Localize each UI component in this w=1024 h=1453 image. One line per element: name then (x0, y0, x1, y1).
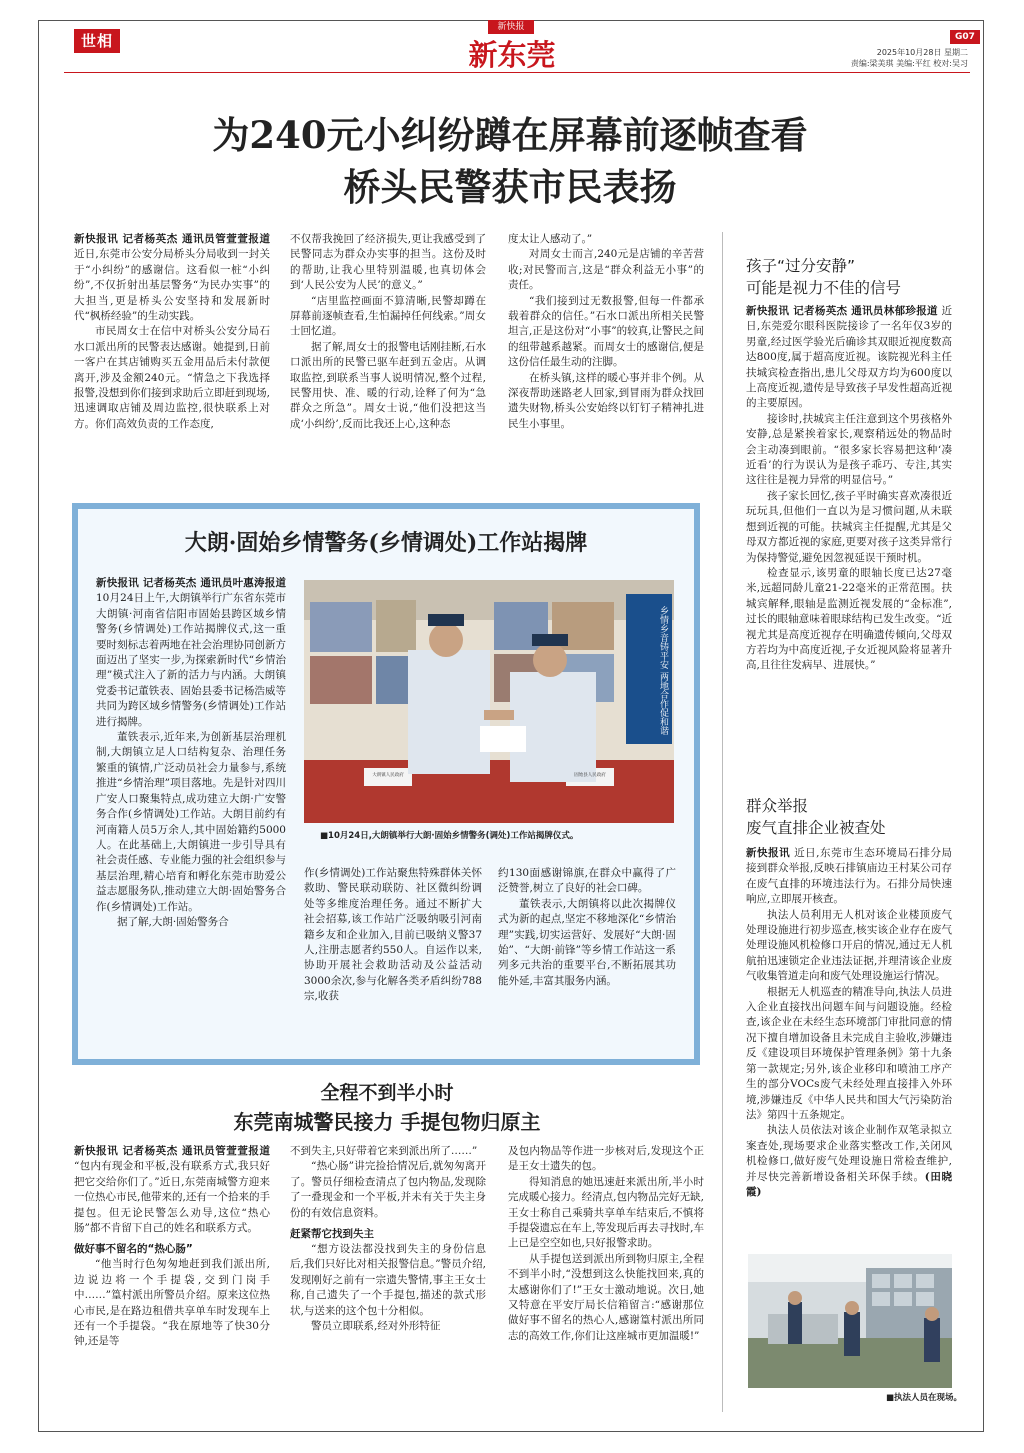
box-story-col-3 (498, 866, 676, 1036)
paragraph: 不到失主,只好带着它来到派出所了……” (290, 1145, 478, 1157)
main-story-col-1 (74, 232, 270, 482)
side-story-1-body (746, 304, 952, 708)
bottom-story-col-1 (74, 1144, 270, 1412)
box-story-col-1 (96, 576, 286, 1038)
editors-line: 责编:梁美琪 美编:平红 校对:吴习 (850, 59, 968, 68)
paragraph: 接诊时,扶城宾主任注意到这个男孩格外安静,总是紧挨着家长,观察稍远处的物品时会主动凑到眼前。“很多家长容易把这种‘凑近看’的行为误认为是孩子乖巧、专注,其实这往往是视力异常的明显信号。” (746, 412, 952, 487)
masthead-rule (64, 72, 970, 73)
side-story-2-headline-1: 群众举报 (746, 797, 809, 815)
section-title: 新东莞 (468, 38, 556, 72)
byline: (田晓霞) (746, 1170, 952, 1198)
subheading: 做好事不留名的“热心肠” (74, 1243, 193, 1256)
side-story-2-body (746, 846, 952, 1246)
paragraph: 在桥头镇,这样的暖心事并非个例。从深夜帮助迷路老人回家,到冒雨为群众找回遗失财物,桥头公安始终以钉钉子精神扎进民生小事里。 (508, 371, 704, 430)
corner-badge: 世相 (74, 29, 120, 53)
main-story-col-2 (290, 232, 486, 482)
paragraph: 10月24日上午,大朗镇举行广东省东莞市大朗镇·河南省信阳市固始县跨区域乡情警务(乡情调处)工作站揭牌仪式,这一重要时刻标志着两地在社会治理协同创新方面迈出了坚实一步,为探索新时代“乡情治理”模式注入了新的活力与内涵。大朗镇党委书记董铁表、固始县委书记杨浩威等共同为跨区域乡情警务(乡情调处)工作站进行揭牌。 (96, 592, 286, 728)
paragraph: 董铁表示,近年来,为创新基层治理机制,大朗镇立足人口结构复杂、治理任务繁重的镇情,广泛动员社会力量参与,系统推进“乡情治理”项目落地。先是针对四川广安人口聚集特点,成功建立大朗·广安警务合作(乡情调处)工作站。大朗目前约有河南籍人员5万余人,其中固始籍约5000人。在此基础上,大朗镇进一步引导具有社会责任感、专业能力强的社会组织参与基层治理,精心培育和孵化东莞市助爱公益志愿服务队,推动建立大朗·固始警务合作(乡情调处)工作站。 (96, 731, 286, 913)
side-story-2-lead: 新快报讯 (746, 847, 791, 859)
paragraph: “热心肠”讲完捡拾情况后,就匆匆离开了。警员仔细检查清点了包内物品,发现除了一叠现金和一个平板,并未有关于失主身份的有效信息资料。 (290, 1160, 486, 1219)
main-story-col-3 (508, 232, 704, 482)
paragraph: 得知消息的她迅速赶来派出所,半小时完成暖心接力。经清点,包内物品完好无缺,王女士称自己乘骑共享单车结束后,不慎将手提袋遗忘在车上,等发现后再去寻找时,车上已是空空如也,只好报警求助。 (508, 1175, 704, 1250)
inspection-photo (748, 1254, 952, 1388)
paragraph: 作(乡情调处)工作站聚焦特殊群体关怀救助、警民联动联防、社区微纠纷调处等多维度治理任务。通过不断扩大社会招募,该工作站广泛吸纳吸引河南籍乡友和企业加入,目前已吸纳义警37人,注册志愿者约550人。自运作以来,协助开展社会救助活动及公益活动3000余次,参与化解各类矛盾纠纷788宗,收获 (304, 867, 482, 1003)
paragraph: 近日,东莞市生态环境局石排分局接到群众举报,反映石排镇庙边王村某公司存在废气直排的环境违法行为。石排分局快速响应,立即展开核查。 (746, 847, 952, 906)
paragraph: “店里监控画面不算清晰,民警却蹲在屏幕前逐帧查看,生怕漏掉任何线索。”周女士回忆道。 (290, 294, 486, 338)
subheading: 赶紧帮它找到失主 (290, 1228, 374, 1241)
box-story-col-2 (304, 866, 482, 1036)
paragraph: 孩子家长回忆,孩子平时确实喜欢凑很近玩玩具,但他们一直以为是习惯问题,从未联想到近视的可能。扶城宾主任提醒,尤其是父母双方都近视的家庭,更要对孩子这类异常行为保持警觉,避免因忽视延误干预时机。 (746, 489, 952, 564)
bottom-story-col-3 (508, 1144, 704, 1412)
bottom-headline-2: 东莞南城警民接力 手提包物归原主 (233, 1110, 541, 1134)
paragraph: 警员立即联系,经对外形特征 (311, 1320, 441, 1333)
paragraph: “想方设法都没找到失主的身份信息后,我们只好比对相关报警信息。”警员介绍,发现刚好之前有一宗遗失警情,事主王女士称,自己遗失了一个手提包,描述的款式形状,与送来的这个包十分相似。 (290, 1243, 486, 1317)
column-rule (722, 232, 723, 1412)
table-sign-left: 大朗镇人民政府 (372, 773, 404, 778)
paragraph: “我们接到过无数报警,但每一件都承载着群众的信任。”石水口派出所相关民警坦言,正是这份对“小事”的较真,让警民之间的纽带越系越紧。而周女士的感谢信,便是这份信任最生动的注脚。 (508, 294, 704, 369)
bottom-story-col-2 (290, 1144, 486, 1412)
side-story-2-headline-2: 废气直排企业被查处 (746, 819, 886, 837)
paragraph: 近日,东莞市公安分局桥头分局收到一封关于“小纠纷”的感谢信。这看似一桩“小纠纷”,不仅折射出基层警务“为民办实事”的大担当,更是桥头公安坚持和发展新时代“枫桥经验”的生动实践。 (74, 248, 270, 323)
side-story-1-headline-1: 孩子“过分安静” (746, 257, 856, 275)
side-photo-caption: ■执法人员在现场。 (885, 1393, 962, 1403)
box-headline: 大朗·固始乡情警务(乡情调处)工作站揭牌 (184, 530, 588, 556)
paragraph: 约130面感谢锦旗,在群众中赢得了广泛赞誉,树立了良好的社会口碑。 (498, 867, 676, 895)
paragraph: 据了解,大朗·固始警务合 (117, 915, 229, 928)
bottom-headline-1: 全程不到半小时 (320, 1082, 454, 1104)
ceremony-photo-art (304, 580, 674, 823)
paragraph: “他当时行色匆匆地赶到我们派出所,边说边将一个手提袋,交到门岗手中……”篁村派出所警员介绍。原来这位热心市民,是在路边租借共享单车时发现车上还有一个手提袋。“我在原地等了快30分钟,还是等 (74, 1258, 270, 1348)
paragraph: 根据无人机巡查的精准导向,执法人员进入企业直接找出问题车间与问题设施。经检查,该企业在未经生态环境部门审批同意的情况下擅自增加设备且未完成自主验收,涉嫌违反《建设项目环境保护管理条例》第十九条第一款规定;另外,该企业移印和喷油工序产生的部分VOCs废气未经处理直接排入外环境,涉嫌违反《中华人民共和国大气污染防治法》第四十五条规定。 (746, 985, 952, 1121)
side-story-1-lead: 新快报讯 记者杨英杰 通讯员林郁珍报道 (746, 305, 938, 317)
main-headline-2: 桥头民警获市民表扬 (343, 165, 677, 209)
photo-caption: ■10月24日,大朗镇举行大朗·固始乡情警务(调处)工作站揭牌仪式。 (320, 831, 579, 841)
paragraph: 及包内物品等作进一步核对后,发现这个正是王女士遗失的包。 (508, 1145, 704, 1173)
paragraph: 市民周女士在信中对桥头公安分局石水口派出所的民警表达感谢。她提到,日前一客户在其店铺购买五金用品后未付款便离开,涉及金额240元。“情急之下我选择报警,没想到你们接到求助后立即赶到现场,迅速调取店铺及周边监控,很快联系上对方。你们高效负责的工作态度, (74, 325, 270, 430)
box-story-lead: 新快报讯 记者杨英杰 通讯员叶惠涛报道 (96, 577, 286, 589)
masthead-tag: 新快报 (488, 20, 534, 34)
date-line: 2025年10月28日 星期二 (876, 48, 968, 57)
paragraph: 据了解,周女士的报警电话刚挂断,石水口派出所的民警已驱车赶到五金店。从调取监控,到联系当事人说明情况,整个过程,民警用快、准、暖的行动,诠释了何为“急群众之所急”。周女士说,“他们没把这当成‘小纠纷’,反而比我还上心,这种态 (290, 340, 486, 430)
main-headline-1: 为240元小纠纷蹲在屏幕前逐帧查看 (212, 113, 808, 157)
paragraph: 近日,东莞爱尔眼科医院接诊了一名年仅3岁的男童,经过医学验光后确诊其双眼近视度数高达800度,属于超高度近视。该院视光科主任扶城宾检查指出,患儿父母双方均为600度以上高度近视,遗传是导致孩子早发性超高近视的主要原因。 (746, 305, 952, 410)
paragraph: 检查显示,该男童的眼轴长度已达27毫米,远超同龄儿童21-22毫米的正常范围。扶城宾解释,眼轴是监测近视发展的“金标准”,过长的眼轴意味着眼球结构已发生改变。“近视尤其是高度近视存在明确遗传倾向,父母双方若均为中高度近视,子女近视风险将显著升高,且往往发病早、进展快。” (746, 566, 952, 672)
paragraph: 度太让人感动了。” (508, 233, 593, 245)
photo-banner-text: 乡情乡音铸平安 两地合作促和谐 (658, 605, 668, 735)
paragraph: 执法人员依法对该企业制作双笔录拟立案查处,现场要求企业落实整改工作,关闭风机检修口,做好废气处理设施日常检查维护,并尽快完善新增设备相关环保手续。 (746, 1124, 952, 1183)
main-story-lead: 新快报讯 记者杨英杰 通讯员管萱萱报道 (74, 233, 270, 245)
paragraph: 不仅帮我挽回了经济损失,更让我感受到了民警同志为群众办实事的担当。这份及时的帮助,让我心里特别温暖,也真切体会到‘人民公安为人民’的意义。” (290, 233, 486, 292)
paragraph: “包内有现金和平板,没有联系方式,我只好把它交给你们了。”近日,东莞南城警方迎来一位热心市民,他带来的,还有一个拾来的手提包。但无论民警怎么劝导,这位“热心肠”都不肯留下自己的姓名和联系方式。 (74, 1160, 270, 1235)
table-sign-right: 固始县人民政府 (574, 773, 606, 778)
ceremony-photo (304, 580, 674, 823)
page-number-badge: G07 (950, 30, 980, 44)
bottom-story-lead: 新快报讯 记者杨英杰 通讯员管萱萱报道 (74, 1145, 270, 1157)
inspection-photo-art (748, 1254, 952, 1388)
paragraph: 从手提包送到派出所到物归原主,全程不到半小时,“没想到这么快能找回来,真的太感谢你们了!”王女士激动地说。次日,她又特意在平安厅局长信箱留言:“感谢那位做好事不留名的热心人,感谢篁村派出所同志的高效工作,你们让这座城市更加温暖!” (508, 1252, 704, 1342)
paragraph: 董铁表示,大朗镇将以此次揭牌仪式为新的起点,坚定不移地深化“乡情治理”实践,切实运营好、发展好“大朗·固始”、“大朗·前锋”等乡情工作站这一系列多元共治的重要平台,不断拓展其功能外延,丰富其服务内涵。 (498, 897, 676, 987)
paragraph: 执法人员利用无人机对该企业楼顶废气处理设施进行初步巡查,核实该企业存在废气处理设施风机检修口开启的情况,通过无人机航拍迅速锁定企业违法证据,并理清该企业废气收集管道走向和废气处理设施运行情况。 (746, 908, 952, 983)
paragraph: 对周女士而言,240元是店铺的辛苦营收;对民警而言,这是“群众利益无小事”的责任。 (508, 248, 704, 292)
side-story-1-headline-2: 可能是视力不佳的信号 (746, 279, 902, 297)
